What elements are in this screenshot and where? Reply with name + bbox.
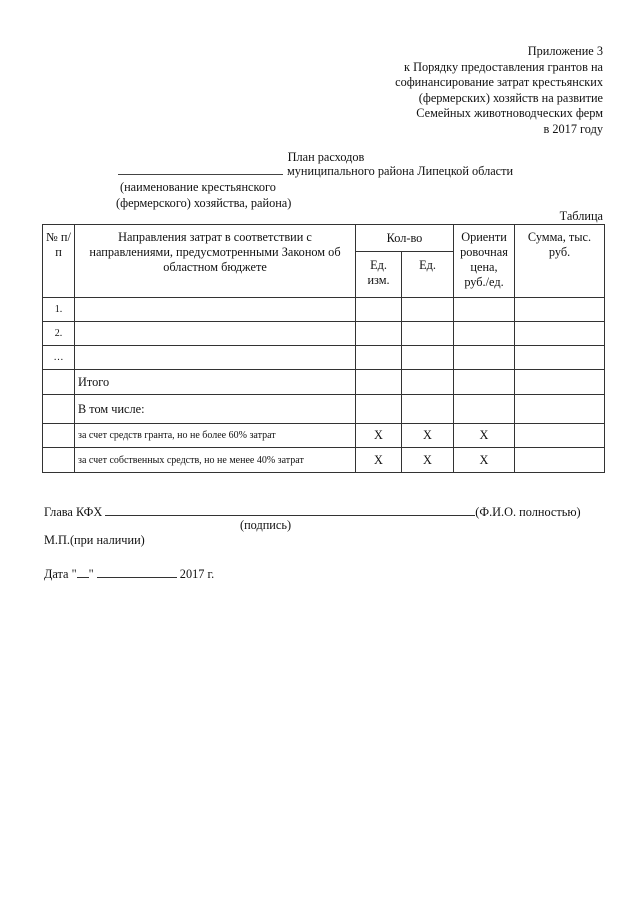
table-row-including (43, 395, 605, 424)
cell-price (454, 395, 515, 424)
cell-unit (356, 370, 402, 395)
cell-price (454, 298, 515, 322)
table-row (43, 322, 605, 346)
cell-count (402, 298, 454, 322)
cell-count (402, 322, 454, 346)
cell-direction: за счет собственных средств, но не менее 40% затрат (75, 448, 356, 473)
cell-direction: Итого (75, 370, 356, 395)
plan-title: План расходов (287, 150, 365, 164)
header-num: № п/п (43, 225, 75, 298)
header-line-6: в 2017 году (543, 121, 603, 136)
cell-sum (515, 346, 605, 370)
head-signature-line (44, 504, 581, 520)
cell-count (402, 370, 454, 395)
stamp-note: М.П.(при наличии) (44, 533, 145, 547)
cell-num: 2. (43, 322, 75, 346)
cell-num: 1. (43, 298, 75, 322)
cell-num: … (43, 346, 75, 370)
table-label: Таблица (559, 209, 603, 223)
date-month-blank (97, 566, 177, 578)
cell-count (402, 346, 454, 370)
table-row (43, 298, 605, 322)
municipality-line (118, 163, 513, 179)
header-unit: Ед. изм. (356, 252, 402, 298)
header-count: Ед. (402, 252, 454, 298)
cell-unit (356, 298, 402, 322)
cell-sum (515, 395, 605, 424)
cell-direction: В том числе: (75, 395, 356, 424)
naming-line-1: (наименование крестьянского (120, 180, 276, 194)
head-signature-blank (105, 504, 475, 516)
cell-direction (75, 346, 356, 370)
table-header-row-1 (43, 225, 605, 252)
cell-num (43, 424, 75, 448)
cell-unit: X (356, 424, 402, 448)
cell-sum (515, 322, 605, 346)
header-line-2: к Порядку предоставления грантов на (404, 59, 603, 74)
cell-price: X (454, 424, 515, 448)
table-row (43, 346, 605, 370)
date-year: 2017 г. (179, 567, 215, 581)
cell-unit (356, 395, 402, 424)
table-row-total (43, 370, 605, 395)
cell-sum (515, 424, 605, 448)
cell-price (454, 370, 515, 395)
cell-sum (515, 298, 605, 322)
cell-price (454, 346, 515, 370)
table-row-grant (43, 424, 605, 448)
cell-price (454, 322, 515, 346)
date-line (44, 566, 214, 582)
cell-price: X (454, 448, 515, 473)
cell-unit (356, 322, 402, 346)
signature-caption: (подпись) (240, 518, 292, 532)
date-label: Дата " (44, 567, 77, 581)
header-line-4: (фермерских) хозяйств на развитие (418, 90, 603, 105)
naming-caption (116, 180, 291, 211)
header-price: Ориенти ровочная цена, руб./ед. (454, 225, 515, 298)
header-line-5: Семейных животноводческих ферм (416, 106, 603, 120)
fio-label: (Ф.И.О. полностью) (475, 505, 581, 519)
header-direction: Направления затрат в соответствии с направлениями, предусмотренными Законом об областном бюджете (75, 225, 356, 298)
cell-num (43, 370, 75, 395)
naming-line-2: (фермерского) хозяйства, района) (116, 195, 292, 210)
cell-sum (515, 448, 605, 473)
header-qty: Кол-во (356, 225, 454, 252)
cell-direction: за счет средств гранта, но не более 60% затрат (75, 424, 356, 448)
appendix-header (395, 44, 603, 137)
date-mid: " (88, 567, 94, 581)
cell-count: X (402, 448, 454, 473)
expense-table (42, 224, 605, 473)
cell-count (402, 395, 454, 424)
header-line-1: Приложение 3 (527, 44, 603, 58)
cell-num (43, 448, 75, 473)
cell-direction (75, 298, 356, 322)
cell-count: X (402, 424, 454, 448)
cell-sum (515, 370, 605, 395)
municipality-text: муниципального района Липецкой области (287, 164, 514, 178)
farm-name-blank (118, 163, 283, 175)
cell-unit (356, 346, 402, 370)
cell-unit: X (356, 448, 402, 473)
date-day-blank (77, 566, 89, 578)
head-label: Глава КФХ (44, 505, 103, 519)
header-line-3: софинансирование затрат крестьянских (395, 75, 603, 89)
table-row-own-funds (43, 448, 605, 473)
header-sum: Сумма, тыс. руб. (515, 225, 605, 298)
cell-num (43, 395, 75, 424)
cell-direction (75, 322, 356, 346)
